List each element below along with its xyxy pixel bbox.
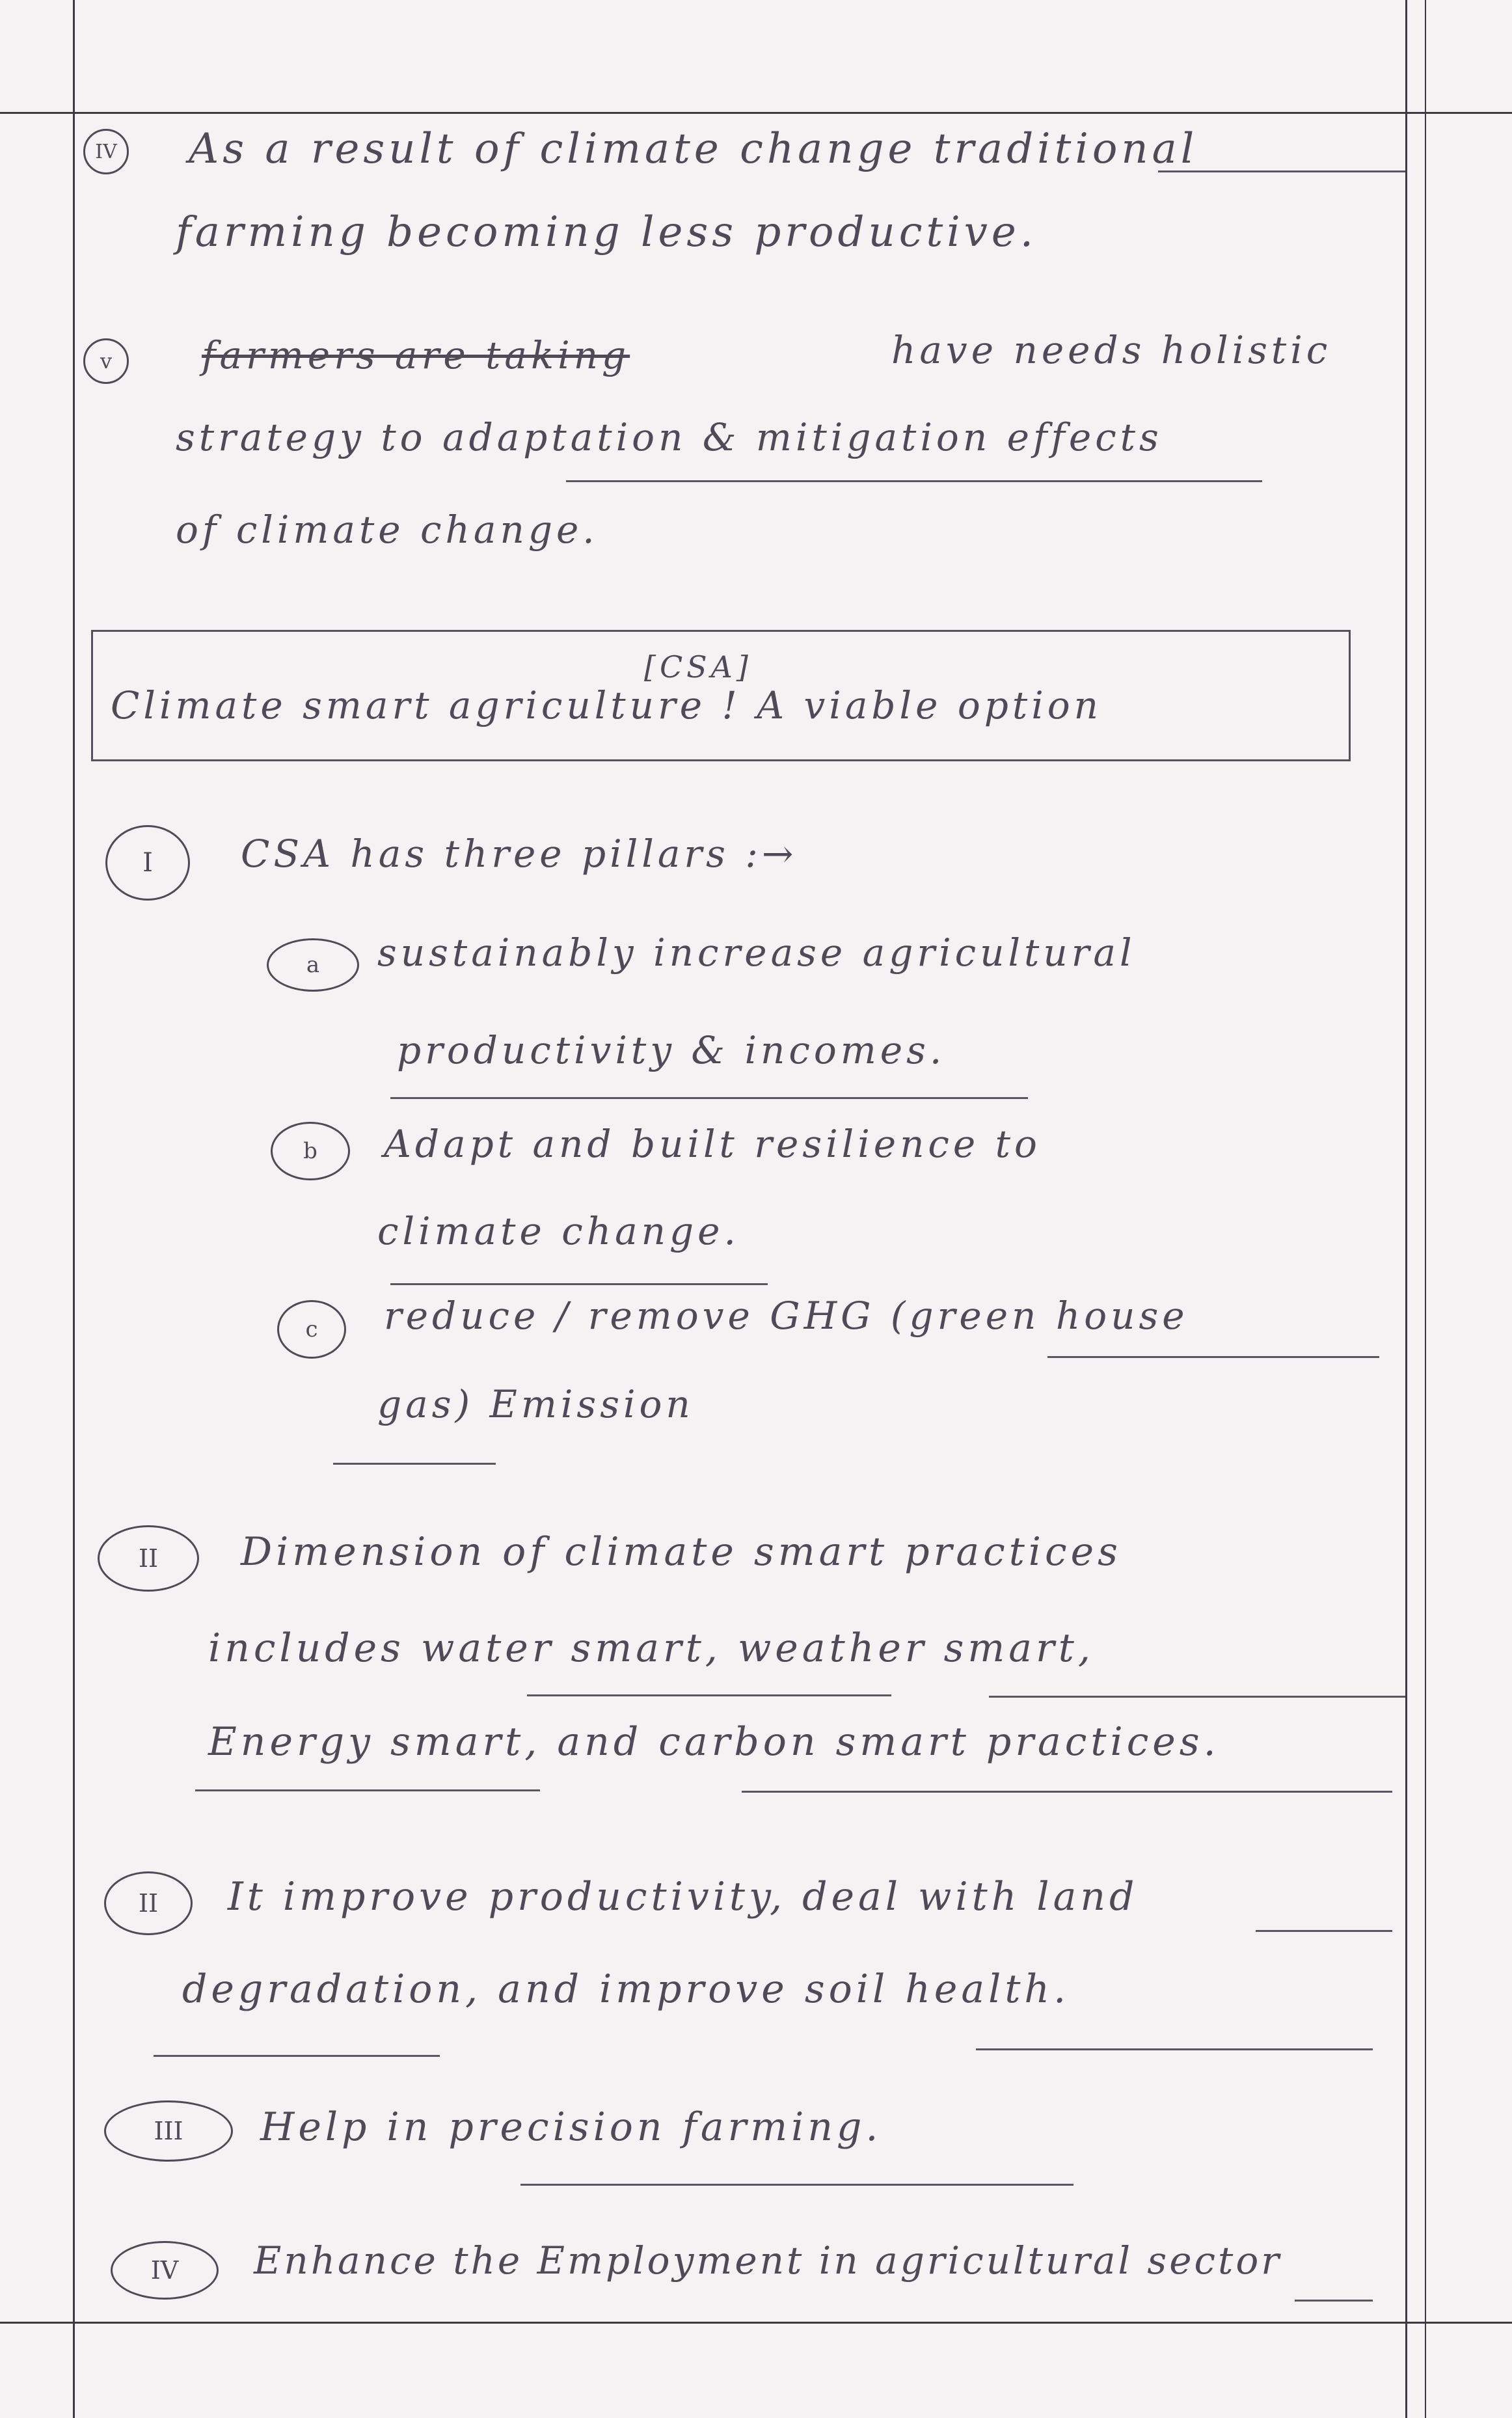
sub-marker: [277, 1300, 346, 1359]
point-marker-label: III: [154, 2117, 183, 2145]
text-line: strategy to adaptation & mitigation effects: [176, 415, 1163, 459]
underline: [989, 1696, 1405, 1698]
point-marker-label: IV: [150, 2256, 179, 2285]
text-line: Adapt and built resilience to: [384, 1122, 1041, 1166]
text-line: farming becoming less productive.: [176, 208, 1038, 256]
text-line: gas) Emission: [377, 1382, 694, 1426]
text-line: degradation, and improve soil health.: [182, 1966, 1070, 2012]
item-marker: [83, 129, 129, 174]
text-line: Help in precision farming.: [260, 2104, 882, 2150]
underline: [742, 1791, 1392, 1793]
text-line: includes water smart, weather smart,: [208, 1625, 1094, 1671]
struck-text: farmers are taking: [202, 333, 630, 377]
right-margin-rule-outer: [1425, 0, 1426, 2418]
underline: [1256, 1930, 1392, 1932]
underline: [333, 1463, 496, 1465]
point-marker-label: II: [138, 1544, 159, 1573]
point-marker: [104, 2100, 233, 2162]
point-marker: [111, 2241, 219, 2300]
item-marker-label: v: [100, 349, 113, 374]
bottom-margin-rule: [0, 2322, 1512, 2324]
text-line: Energy smart, and carbon smart practices.: [208, 1719, 1220, 1765]
text-line: climate change.: [377, 1209, 740, 1253]
text-line: As a result of climate change traditional: [189, 125, 1198, 173]
text-line: CSA has three pillars :→: [241, 832, 798, 876]
sub-marker-label: c: [305, 1316, 318, 1342]
sub-marker-label: a: [306, 952, 320, 978]
underline: [1158, 170, 1405, 172]
point-marker-label: I: [142, 848, 153, 878]
underline: [195, 1789, 540, 1791]
right-margin-rule: [1405, 0, 1407, 2418]
heading-title: Climate smart agriculture ! A viable option: [111, 683, 1103, 727]
underline: [520, 2184, 1073, 2186]
text-line: have needs holistic: [891, 328, 1332, 372]
point-marker: [98, 1525, 199, 1592]
sub-marker: [267, 938, 359, 992]
text-line: Enhance the Employment in agricultural sector: [254, 2238, 1282, 2283]
text-line: of climate change.: [176, 508, 599, 552]
point-marker: [105, 825, 190, 901]
underline: [1047, 1356, 1379, 1358]
text-line: productivity & incomes.: [397, 1028, 946, 1072]
sub-marker-label: b: [303, 1138, 317, 1164]
underline: [390, 1097, 1028, 1099]
top-margin-rule: [0, 112, 1512, 114]
text-line: It improve productivity, deal with land: [228, 1874, 1139, 1920]
point-marker: [104, 1871, 193, 1935]
sub-marker: [271, 1122, 350, 1180]
item-marker-label: IV: [95, 140, 117, 163]
item-marker: [83, 338, 129, 384]
text-line: reduce / remove GHG (green house: [384, 1294, 1189, 1338]
left-margin-rule: [73, 0, 75, 2418]
point-marker-label: II: [138, 1889, 159, 1918]
underline: [390, 1283, 768, 1285]
underline: [566, 480, 1262, 482]
underline: [527, 1694, 891, 1696]
heading-abbr: [CSA]: [644, 649, 752, 685]
underline: [976, 2048, 1373, 2050]
text-line: sustainably increase agricultural: [377, 931, 1136, 975]
text-line: Dimension of climate smart practices: [241, 1529, 1122, 1575]
underline: [1295, 2300, 1373, 2302]
underline: [154, 2055, 440, 2057]
